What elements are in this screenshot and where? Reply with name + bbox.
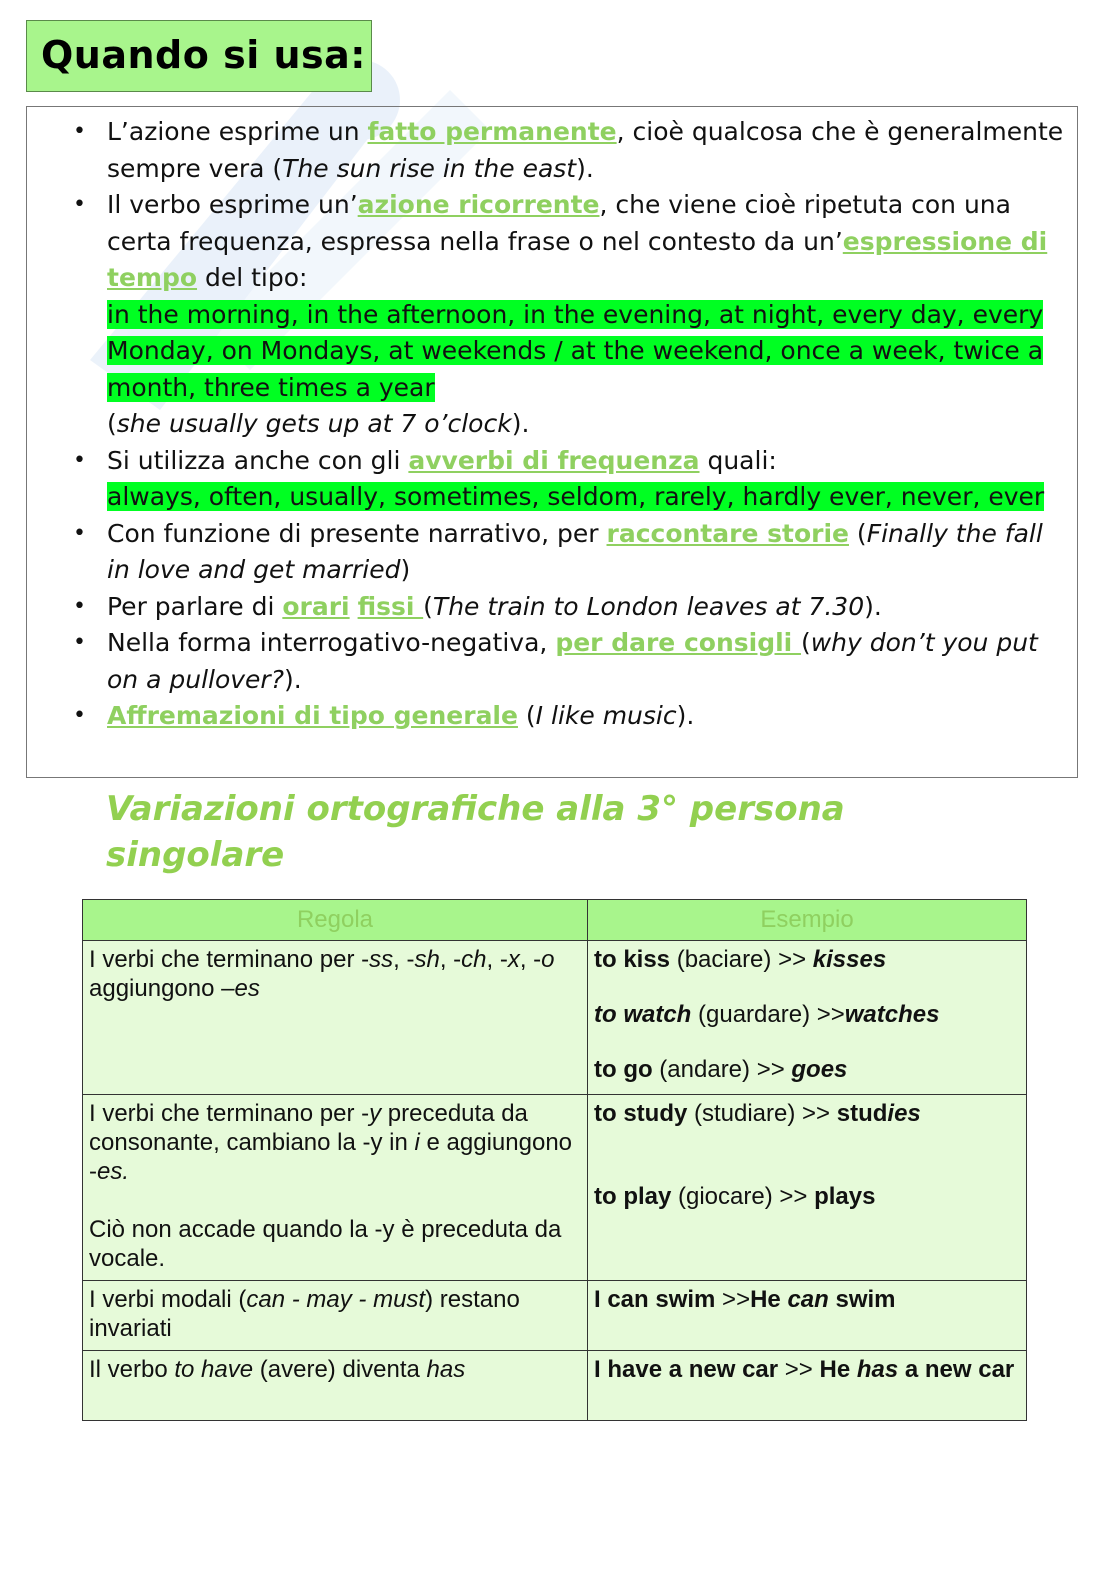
rule-text: e aggiungono - [89,1129,573,1185]
rule-ending: o [541,946,555,973]
example-result: swim [828,1286,896,1313]
usage-text: ( [848,518,867,548]
rule-text: aggiungono – [89,975,235,1002]
example-verb: I have a new car [594,1356,779,1383]
example-text: >> [715,1286,751,1313]
column-header-example: Esempio [588,900,1027,941]
example-text: >> [778,1356,820,1383]
usage-item-recurring-action [27,187,1067,443]
usage-box [26,106,1078,778]
example-verb: to kiss [594,946,671,973]
rule-ending: y [369,1100,382,1127]
example-text: (giocare) >> [671,1183,815,1210]
example-text: (guardare) >> [691,1001,845,1028]
example-verb: I can swim [594,1286,716,1313]
title-box [26,20,372,92]
usage-text: ( [517,701,536,730]
example-result: He [750,1286,788,1313]
example-result: watches [844,1001,940,1028]
rule-text: , - [486,946,508,973]
rule-cell [83,1281,588,1351]
example-play [594,1182,1020,1211]
column-header-rule: Regola [83,900,588,941]
rule-ending: sh [414,946,440,973]
keyword-link: per dare consigli [555,628,801,657]
rule-text: I verbi che terminano per - [89,946,370,973]
rule-text: preceduta da consonante, cambiano la -y in [89,1100,528,1156]
usage-text: Per parlare di [107,591,283,621]
rule-ending: i [414,1129,420,1156]
rule-ending: can - may - must [246,1286,426,1313]
rule-ending: x [507,946,520,973]
rule-text: , - [439,946,462,973]
example-text: (studiare) >> [687,1100,837,1127]
usage-list [27,114,1067,735]
table-row [83,1281,1027,1351]
usage-text: ). [576,153,594,183]
usage-text: ) [400,555,411,584]
usage-text: Si utilizza anche con gli [107,445,409,475]
example-result: a new car [898,1356,1015,1383]
example-go [594,1055,1020,1084]
rule-cell [83,941,588,1095]
usage-text: Nella forma interrogativo-negativa, [107,628,556,657]
usage-text: Con funzione di presente narrativo, per [107,518,607,548]
usage-item-advice [27,625,1067,698]
keyword-link: Affremazioni di tipo generale [107,701,518,730]
example-modal: can [787,1286,829,1313]
keyword-link: avverbi di frequenza [408,445,700,475]
usage-example: Finally the fall in love and get married [107,518,1043,584]
usage-text: ). [511,409,530,438]
rule-ending: has [426,1356,466,1383]
example-cell [588,1351,1027,1421]
usage-example: The sun rise in the east [282,153,577,183]
rule-cell [83,1351,588,1421]
usage-text: Il verbo esprime un’ [107,190,358,219]
example-kiss [594,945,1020,974]
example-result: stud [836,1100,888,1127]
usage-text: ). [676,701,695,730]
usage-text: ( [423,591,433,621]
rule-exception: Ciò non accade quando la -y è preceduta da vocale. [89,1216,562,1272]
keyword-link: fissi [357,591,424,621]
usage-example: she usually gets up at 7 o’clock [116,409,512,438]
usage-text: ). [283,664,302,694]
usage-item-permanent-fact [27,114,1067,187]
example-verb: to go [594,1056,653,1083]
rule-text: Il verbo [89,1356,175,1383]
page-title: Quando si usa: [41,33,366,77]
usage-text: ). [864,591,882,621]
example-study [594,1099,1020,1128]
example-verb: to study [594,1100,688,1127]
usage-text: del tipo: [197,263,308,292]
usage-text: ( [107,409,117,438]
usage-text [350,592,358,621]
usage-text: quali: [699,445,777,475]
usage-text: ( [800,628,811,657]
usage-text: , che viene cioè ripetuta con una certa frequenza, espressa nella frase o nel contesto da un’ [107,190,1011,256]
keyword-link: orari [282,591,350,621]
rule-text: (avere) diventa [253,1356,427,1383]
rule-text: I verbi modali ( [89,1286,247,1313]
example-result: He [819,1356,857,1383]
example-result: goes [791,1056,848,1083]
example-verb: to play [594,1183,672,1210]
example-result: plays [814,1183,876,1210]
rule-ending: es [234,975,260,1002]
example-cell [588,941,1027,1095]
usage-text: L’azione esprime un [107,117,368,146]
example-result: kisses [812,946,887,973]
usage-example: why don’t you put on a pullover? [107,628,1038,694]
usage-item-timetables [27,589,1067,626]
usage-item-general-statements [27,698,1067,735]
table-header-row [83,900,1027,941]
rule-text: , - [393,946,415,973]
rule-ending: to have [174,1356,254,1383]
table-row [83,1095,1027,1281]
rule-ending: es. [97,1158,130,1185]
keyword-link: azione ricorrente [357,190,600,219]
usage-item-narrative [27,516,1067,589]
example-cell [588,1095,1027,1281]
usage-example: The train to London leaves at 7.30 [432,591,865,621]
usage-item-frequency-adverbs [27,443,1067,516]
keyword-link: espressione di tempo [107,226,1048,292]
example-has: has [856,1356,899,1383]
example-verb: to watch [594,1001,692,1028]
example-text: (andare) >> [652,1056,792,1083]
example-text: (baciare) >> [670,946,813,973]
usage-example: I like music [535,701,677,730]
example-ending: ies [887,1100,921,1127]
rule-text: , - [519,946,542,973]
frequency-adverbs: always, often, usually, sometimes, seldom, rarely, hardly ever, never, ever [107,482,1045,511]
rule-ending: ss [369,946,394,973]
section-title: Variazioni ortografiche alla 3° persona singolare [106,789,845,875]
rule-text: ) restano invariati [89,1286,520,1342]
example-watch [594,1000,1020,1029]
time-expressions: in the morning, in the afternoon, in the evening, at night, every day, every Monday, on Mondays, at weekends / at the weekend, once a week, twice a month, three times a year [107,299,1044,402]
rule-text: I verbi che terminano per - [89,1100,370,1127]
keyword-link: raccontare storie [606,518,849,548]
rule-ending: ch [461,946,487,973]
table-row [83,1351,1027,1421]
table-row [83,941,1027,1095]
spelling-rules-table [82,899,1027,1421]
keyword-link: fatto permanente [367,117,617,146]
usage-text: , cioè qualcosa che è generalmente sempre vera ( [107,117,1064,183]
rule-cell [83,1095,588,1281]
example-cell [588,1281,1027,1351]
